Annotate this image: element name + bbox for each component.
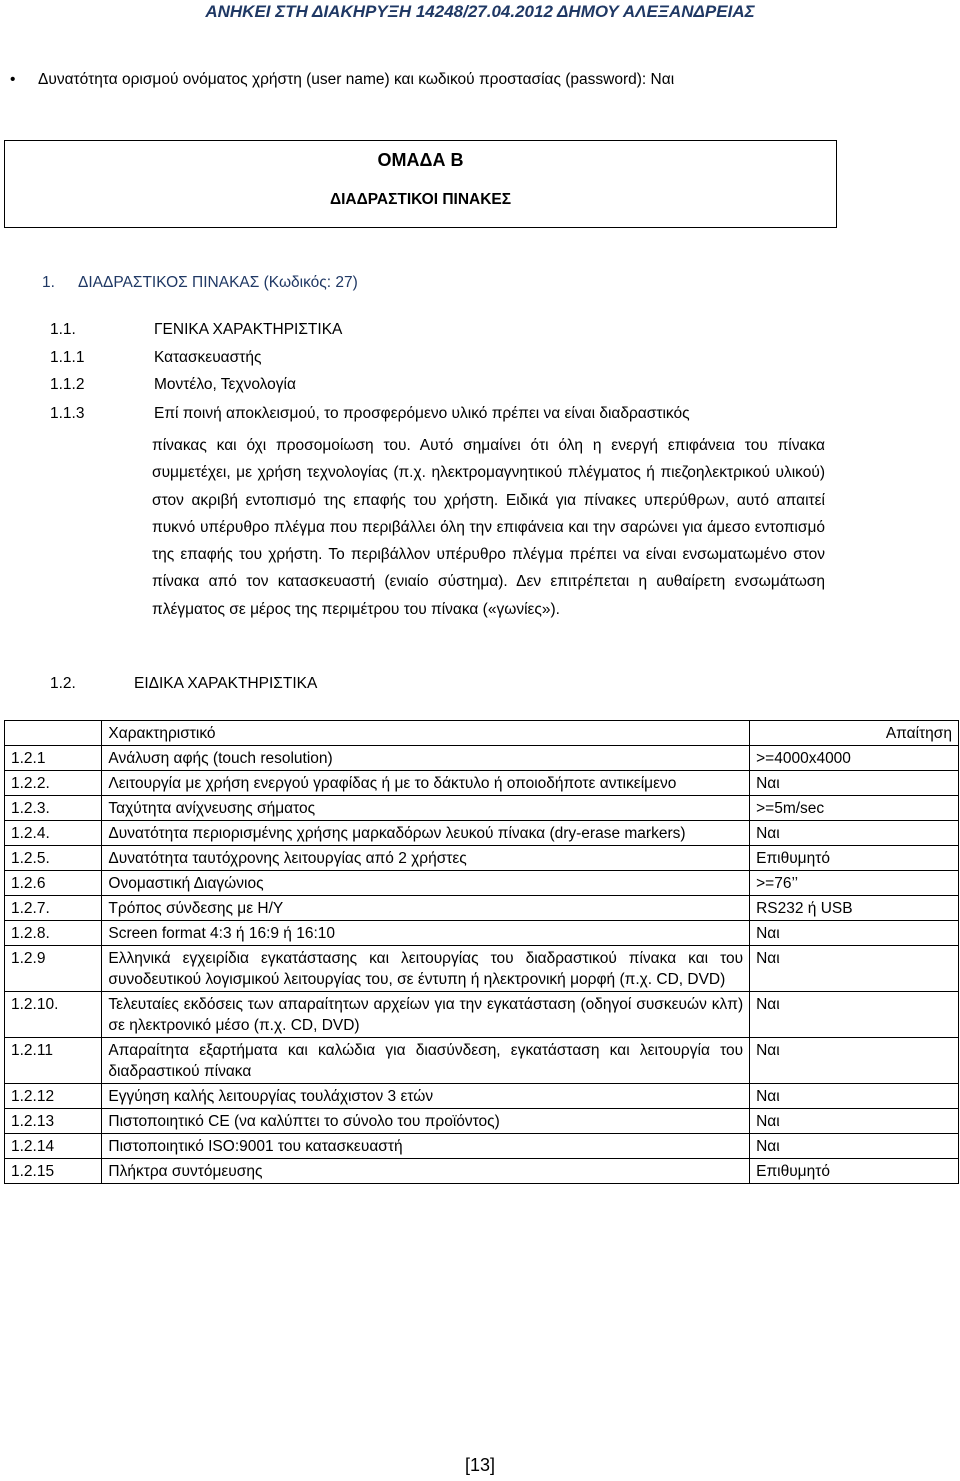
table-header-row [5,721,959,746]
row-number: 1.2.6 [5,871,102,896]
special-title: ΕΙΔΙΚΑ ΧΑΡΑΚΤΗΡΙΣΤΙΚΑ [134,675,318,692]
row-number: 1.2.8. [5,921,102,946]
table-row [5,1038,959,1084]
row-requirement: Ναι [750,946,959,992]
general-item-number: 1.1.2 [50,376,85,393]
table-row [5,1134,959,1159]
document-header: ΑΝΗΚΕΙ ΣΤΗ ΔΙΑΚΗΡΥΞΗ 14248/27.04.2012 ΔΗΜΟΥ ΑΛΕΞΑΝΔΡΕΙΑΣ [205,2,755,21]
row-characteristic: Screen format 4:3 ή 16:9 ή 16:10 [102,921,750,946]
row-number: 1.2.1 [5,746,102,771]
row-requirement: Ναι [750,921,959,946]
table-row [5,896,959,921]
row-number: 1.2.10. [5,992,102,1038]
row-requirement: >=5m/sec [750,796,959,821]
row-number: 1.2.4. [5,821,102,846]
row-requirement: Επιθυμητό [750,846,959,871]
row-characteristic: Ελληνικά εγχειρίδια εγκατάστασης και λειτουργίας του διαδραστικού πίνακα και του συνοδευτικού λογισμικού λειτουργίας του, σε έντυπη ή ηλεκτρονική μορφή (π.χ. CD, DVD) [102,946,750,992]
table-row [5,771,959,796]
section-title: ΔΙΑΔΡΑΣΤΙΚΟΣ ΠΙΝΑΚΑΣ (Κωδικός: 27) [78,274,358,291]
row-characteristic: Δυνατότητα περιορισμένης χρήσης μαρκαδόρων λευκού πίνακα (dry-erase markers) [102,821,750,846]
general-heading [50,321,342,339]
row-requirement: Ναι [750,1134,959,1159]
row-requirement: >=76’’ [750,871,959,896]
row-number: 1.2.9 [5,946,102,992]
row-characteristic: Πιστοποιητικό ISO:9001 του κατασκευαστή [102,1134,750,1159]
table-row [5,1109,959,1134]
row-characteristic: Ταχύτητα ανίχνευσης σήματος [102,796,750,821]
bullet-symbol: • [10,71,16,88]
page-number: [13] [464,1455,496,1475]
row-characteristic: Εγγύηση καλής λειτουργίας τουλάχιστον 3 ετών [102,1084,750,1109]
general-item [50,405,690,423]
general-item-text: Επί ποινή αποκλεισμού, το προσφερόμενο υλικό πρέπει να είναι διαδραστικός [154,405,690,422]
row-characteristic: Απαραίτητα εξαρτήματα και καλώδια για διασύνδεση, εγκατάσταση και λειτουργία του διαδραστικού πίνακα [102,1038,750,1084]
row-number: 1.2.3. [5,796,102,821]
row-requirement: Ναι [750,771,959,796]
row-number: 1.2.5. [5,846,102,871]
table-row [5,871,959,896]
row-number: 1.2.15 [5,1159,102,1184]
row-requirement: Ναι [750,1109,959,1134]
general-title: ΓΕΝΙΚΑ ΧΑΡΑΚΤΗΡΙΣΤΙΚΑ [154,321,343,338]
row-characteristic: Τρόπος σύνδεσης με Η/Υ [102,896,750,921]
table-row [5,921,959,946]
general-number: 1.1. [50,321,76,338]
row-requirement: Ναι [750,1084,959,1109]
table-row [5,1159,959,1184]
bullet-text: Δυνατότητα ορισμού ονόματος χρήστη (user name) και κωδικού προστασίας (password): Ναι [38,71,675,88]
row-number: 1.2.12 [5,1084,102,1109]
table-row [5,1084,959,1109]
header-characteristic: Χαρακτηριστικό [102,721,750,746]
row-characteristic: Λειτουργία με χρήση ενεργού γραφίδας ή με το δάκτυλο ή οποιοδήποτε αντικείμενο [102,771,750,796]
table-row [5,746,959,771]
header-num-cell [5,721,102,746]
row-number: 1.2.2. [5,771,102,796]
table-row [5,821,959,846]
general-item [50,376,296,394]
row-number: 1.2.11 [5,1038,102,1084]
row-number: 1.2.7. [5,896,102,921]
section-number: 1. [42,274,55,291]
row-characteristic: Ονομαστική Διαγώνιος [102,871,750,896]
row-requirement: Ναι [750,821,959,846]
row-number: 1.2.14 [5,1134,102,1159]
general-item-text: Κατασκευαστής [154,349,262,366]
general-paragraph: πίνακας και όχι προσομοίωση του. Αυτό σημαίνει ότι όλη η ενεργή επιφάνεια του πίνακα συμμετέχει, με χρήση τεχνολογίας (π.χ. ηλεκτρομαγνητικού πλέγματος ή πιεζοηλεκτρικού υλικού) στον ακριβή εντοπισμό της επαφής του χρήστη. Ειδικά για πίνακες υπερύθρων, αυτό απαιτεί πυκνό υπέρυθρο πλέγμα που περιβάλλει όλη την επιφάνεια και την σαρώνει για άμεσο εντοπισμό της επαφής του χρήστη. Το περιβάλλον υπέρυθρο πλέγμα πρέπει να είναι ενσωματωμένο στον πίνακα από τον κατασκευαστή (ενιαίο σύστημα). Δεν επιτρέπεται η αυθαίρετη ενσωμάτωση πλέγματος σε μέρος της περιμέτρου του πίνακα («γωνίες»). [152,437,825,618]
table-row [5,796,959,821]
row-requirement: >=4000x4000 [750,746,959,771]
general-item-number: 1.1.3 [50,405,85,422]
row-requirement: Ναι [750,992,959,1038]
row-requirement: Ναι [750,1038,959,1084]
group-title: ΟΜΑΔΑ Β [377,150,464,170]
row-characteristic: Πλήκτρα συντόμευσης [102,1159,750,1184]
row-number: 1.2.13 [5,1109,102,1134]
special-number: 1.2. [50,675,76,692]
row-characteristic: Τελευταίες εκδόσεις των απαραίτητων αρχείων για την εγκατάσταση (οδηγοί συσκευών κλπ) σε ηλεκτρονικό μέσο (π.χ. CD, DVD) [102,992,750,1038]
row-requirement: RS232 ή USB [750,896,959,921]
header-requirement: Απαίτηση [750,721,959,746]
row-characteristic: Πιστοποιητικό CE (να καλύπτει το σύνολο του προϊόντος) [102,1109,750,1134]
group-box [4,140,837,228]
table-row [5,946,959,992]
spec-table [4,720,959,1184]
row-characteristic: Δυνατότητα ταυτόχρονης λειτουργίας από 2 χρήστες [102,846,750,871]
general-item-number: 1.1.1 [50,349,85,366]
table-row [5,992,959,1038]
table-row [5,846,959,871]
group-subtitle: ΔΙΑΔΡΑΣΤΙΚΟΙ ΠΙΝΑΚΕΣ [329,191,512,208]
general-item-text: Μοντέλο, Τεχνολογία [154,376,296,393]
bullet-item [10,71,950,89]
special-heading [50,675,317,693]
section-heading [42,274,358,292]
row-requirement: Επιθυμητό [750,1159,959,1184]
general-item [50,349,261,367]
row-characteristic: Ανάλυση αφής (touch resolution) [102,746,750,771]
